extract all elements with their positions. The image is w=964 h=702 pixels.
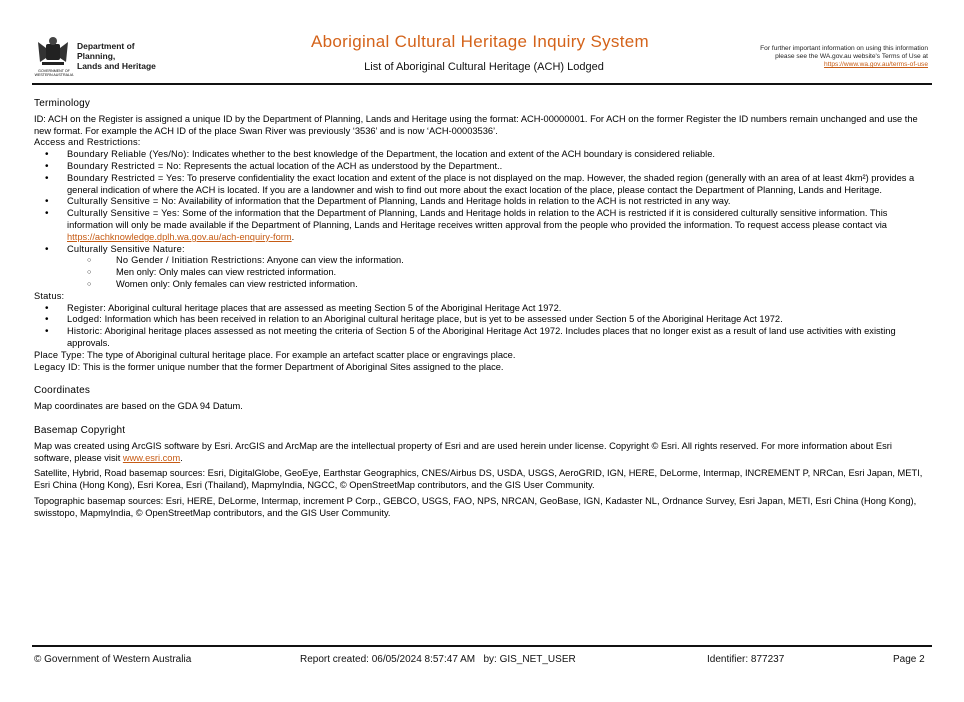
access-heading: Access and Restrictions:	[34, 137, 141, 148]
place-type-definition: Place Type: The type of Aboriginal cultural heritage place. For example an artefact scatter place or engravings place.	[34, 349, 516, 360]
access-item: • Culturally Sensitive = No: Availability of information that the Department of Planning, Lands and Heritage holds in relation to the ACH is not restricted in any way.	[34, 196, 929, 208]
access-item: • Boundary Restricted = No: Represents the actual location of the ACH as understood by the Department..	[34, 161, 929, 173]
access-item: • Culturally Sensitive = Yes: Some of the information that the Department of Planning, Lands and Heritage holds in relation to the ACH is restricted if it is considered culturally sensitive information. This information will only be made available if the Department of Planning, Lands and Heritage receives written approval from the people who provided the information. To request access please contact via https://achknowledge.dplh.wa.gov.au/ach-enquiry-form.	[34, 208, 929, 243]
esri-link[interactable]: www.esri.com	[122, 452, 181, 463]
ach-enquiry-form-link[interactable]: https://achknowledge.dplh.wa.gov.au/ach-enquiry-form	[67, 231, 292, 242]
terms-notice	[728, 45, 928, 70]
footer-copyright: © Government of Western Australia	[34, 654, 192, 665]
gov-line-2: WESTERN AUSTRALIA	[34, 73, 74, 77]
coordinates-heading: Coordinates	[34, 385, 91, 397]
basemap-satellite-sources: Satellite, Hybrid, Road basemap sources: Esri, DigitalGlobe, GeoEye, Earthstar Geographics, CNES/Airbus DS, USDA, USGS, AeroGRID, IGN, HERE, DeLorme, Intermap, INCREMENT P, NRCan, Esri Japan, METI, Esri China (Hong Kong), Esri Korea, Esri (Thailand), MapmyIndia, NGCC, © OpenStreetMap contributors, and the GIS User Community.	[34, 468, 923, 491]
dept-line-2: Lands and Heritage	[77, 61, 156, 71]
government-label	[34, 69, 74, 77]
basemap-heading: Basemap Copyright	[34, 424, 126, 436]
department-name	[77, 41, 174, 71]
terminology-content	[34, 98, 929, 520]
nature-item: ○ Men only: Only males can view restricted information.	[34, 267, 929, 279]
id-definition: ID: ACH on the Register is assigned a unique ID by the Department of Planning, Lands and Heritage using the format: ACH-00000001. For ACH on the former Register the ID numbers remain unchanged and use the new format. For example the ACH ID of the place Swan River was previously ‘3536’ and is now ‘ACH-00003536’.	[34, 113, 918, 136]
status-heading: Status:	[34, 290, 65, 301]
terms-line-1: For further important information on using this information	[760, 45, 928, 52]
access-item: • Boundary Reliable (Yes/No): Indicates whether to the best knowledge of the Department, the location and extent of the ACH boundary is considered reliable.	[34, 149, 929, 161]
report-subtitle: List of Aboriginal Cultural Heritage (ACH) Lodged	[364, 61, 604, 73]
nature-item: ○ Women only: Only females can view restricted information.	[34, 279, 929, 291]
nature-item: ○ No Gender / Initiation Restrictions: Anyone can view the information.	[34, 255, 929, 267]
terms-of-use-link[interactable]: https://www.wa.gov.au/terms-of-use	[824, 61, 928, 69]
legacy-id-definition: Legacy ID: This is the former unique number that the former Department of Aboriginal Sites assigned to the place.	[34, 361, 504, 372]
header-divider	[32, 83, 932, 85]
footer-page-number: Page 2	[893, 654, 925, 665]
system-title: Aboriginal Cultural Heritage Inquiry System	[311, 32, 649, 51]
nature-heading: • Culturally Sensitive Nature:	[34, 244, 929, 256]
department-logo	[34, 36, 174, 78]
access-item: • Boundary Restricted = Yes: To preserve confidentiality the exact location and extent of the place is not displayed on the map. However, the shaded region (generally with an area of at least 4km²) provides a general indication of where the ACH is located. If you are a landowner and wish to find out more about the exact location of the place, please contact the Department of Planning, Lands and Heritage.	[34, 173, 929, 197]
footer-divider	[32, 645, 932, 647]
basemap-topographic-sources: Topographic basemap sources: Esri, HERE, DeLorme, Intermap, increment P Corp., GEBCO, USGS, FAO, NPS, NRCAN, GeoBase, IGN, Kadaster NL, Ordnance Survey, Esri Japan, METI, Esri China (Hong Kong), swisstopo, MapmyIndia, © OpenStreetMap contributors, and the GIS User Community.	[34, 495, 917, 518]
basemap-esri-text: Map was created using ArcGIS software by Esri. ArcGIS and ArcMap are the intellectual property of Esri and are used herein under license. Copyright © Esri. All rights reserved. For more information about Esri software, please visit www.esri.com.	[34, 440, 892, 463]
terms-line-2: please see the WA.gov.au website's Terms of Use at	[775, 53, 928, 61]
status-item: • Lodged: Information which has been received in relation to an Aboriginal cultural heritage place, but is yet to be assessed under Section 5 of the Aboriginal Heritage Act 1972.	[34, 314, 929, 326]
terminology-heading: Terminology	[34, 98, 91, 109]
footer-identifier: Identifier: 877237	[707, 654, 785, 665]
status-item: • Historic: Aboriginal heritage places assessed as not meeting the criteria of Section 5 of the Aboriginal Heritage Act 1972. Includes places that no longer exist as a result of land use activities with existing approvals.	[34, 326, 929, 350]
footer-report-info: Report created: 06/05/2024 8:57:47 AM by: GIS_NET_USER	[300, 654, 576, 665]
gov-line-1: GOVERNMENT OF	[38, 69, 70, 73]
coordinates-text: Map coordinates are based on the GDA 94 Datum.	[34, 401, 243, 412]
dept-line-1: Department of Planning,	[77, 41, 135, 61]
status-item: • Register: Aboriginal cultural heritage places that are assessed as meeting Section 5 of the Aboriginal Heritage Act 1972.	[34, 303, 929, 315]
